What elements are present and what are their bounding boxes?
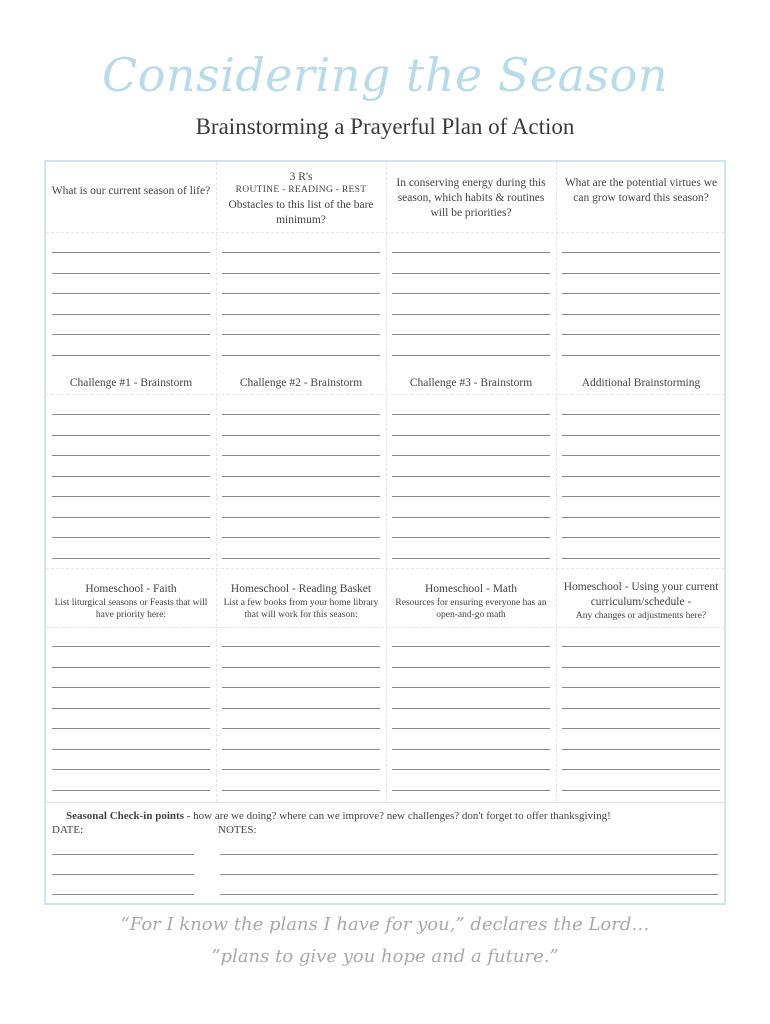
writing-line[interactable] (52, 314, 210, 315)
notes-label: NOTES: (218, 824, 257, 836)
writing-line[interactable] (52, 293, 210, 294)
writing-line[interactable] (392, 476, 550, 477)
writing-line[interactable] (562, 293, 720, 294)
challenge-3-header: Challenge #3 - Brainstorm (409, 377, 533, 389)
three-rs-header (216, 170, 386, 228)
writing-line[interactable] (52, 708, 210, 709)
writing-line[interactable] (222, 314, 380, 315)
writing-line[interactable] (392, 455, 550, 456)
writing-line[interactable] (392, 273, 550, 274)
writing-line[interactable] (52, 455, 210, 456)
writing-line[interactable] (52, 435, 210, 436)
curriculum-sub: Any changes or adjustments here? (575, 611, 707, 621)
writing-line[interactable] (52, 769, 210, 770)
writing-line[interactable] (222, 646, 380, 647)
writing-line[interactable] (52, 476, 210, 477)
notes-line[interactable] (220, 854, 718, 855)
reading-sub: List a few books from your home library that will work for this season: (223, 598, 379, 620)
writing-line[interactable] (392, 537, 550, 538)
writing-line[interactable] (562, 708, 720, 709)
writing-line[interactable] (222, 769, 380, 770)
writing-line[interactable] (562, 728, 720, 729)
date-line[interactable] (52, 894, 194, 895)
notes-line[interactable] (220, 874, 718, 875)
habits-question: In conserving energy during this season, which habits & routines will be priorities? (396, 177, 546, 219)
season-question: What is our current season of life? (51, 185, 211, 197)
writing-line[interactable] (562, 749, 720, 750)
row-divider (46, 232, 724, 233)
writing-line[interactable] (392, 749, 550, 750)
writing-line[interactable] (562, 476, 720, 477)
writing-line[interactable] (562, 646, 720, 647)
writing-line[interactable] (52, 749, 210, 750)
writing-line[interactable] (562, 355, 720, 356)
writing-line[interactable] (222, 355, 380, 356)
writing-line[interactable] (222, 496, 380, 497)
writing-line[interactable] (392, 435, 550, 436)
writing-line[interactable] (222, 414, 380, 415)
writing-line[interactable] (392, 314, 550, 315)
writing-line[interactable] (222, 790, 380, 791)
checkin-bold: Seasonal Check-in points (66, 810, 184, 822)
writing-line[interactable] (562, 558, 720, 559)
column-divider (386, 162, 387, 802)
checkin-rest: - how are we doing? where can we improve? new challenges? don't forget to offer thanksgiving! (183, 810, 611, 822)
writing-line[interactable] (222, 293, 380, 294)
writing-line[interactable] (222, 558, 380, 559)
writing-line[interactable] (392, 334, 550, 335)
page-title: Considering the Season (102, 48, 668, 102)
writing-line[interactable] (562, 455, 720, 456)
writing-line[interactable] (222, 476, 380, 477)
date-label: DATE: (52, 824, 84, 836)
writing-line[interactable] (52, 414, 210, 415)
writing-line[interactable] (392, 728, 550, 729)
writing-line[interactable] (392, 517, 550, 518)
writing-line[interactable] (52, 558, 210, 559)
writing-line[interactable] (222, 435, 380, 436)
writing-line[interactable] (392, 558, 550, 559)
quote-line-1: “For I know the plans I have for you,” declares the Lord… (120, 914, 650, 935)
writing-line[interactable] (392, 790, 550, 791)
row-divider (46, 627, 724, 628)
curriculum-title: Homeschool - Using your current curriculum/schedule - (563, 581, 719, 608)
writing-line[interactable] (392, 687, 550, 688)
writing-line[interactable] (222, 667, 380, 668)
writing-line[interactable] (392, 708, 550, 709)
writing-line[interactable] (562, 517, 720, 518)
writing-line[interactable] (52, 496, 210, 497)
obstacles-question: Obstacles to this list of the bare minimum? (228, 199, 374, 226)
row-divider (46, 802, 724, 803)
challenge-2-header: Challenge #2 - Brainstorm (239, 377, 363, 389)
checkin-prompt (66, 810, 716, 822)
writing-line[interactable] (562, 687, 720, 688)
writing-line[interactable] (392, 355, 550, 356)
column-divider (216, 162, 217, 802)
quote-line-2: ”plans to give you hope and a future.” (211, 946, 559, 967)
page-subtitle: Brainstorming a Prayerful Plan of Action (195, 114, 575, 139)
three-rs-caps: ROUTINE - READING - REST (235, 185, 367, 195)
row-divider (46, 568, 724, 569)
math-sub: Resources for ensuring everyone has an open-and-go math (395, 598, 547, 620)
writing-line[interactable] (392, 646, 550, 647)
writing-line[interactable] (222, 252, 380, 253)
faith-sub: List liturgical seasons or Feasts that will have priority here: (54, 598, 208, 620)
writing-line[interactable] (392, 252, 550, 253)
writing-line[interactable] (222, 517, 380, 518)
notes-line[interactable] (220, 894, 718, 895)
row-divider (46, 394, 724, 395)
writing-line[interactable] (222, 687, 380, 688)
writing-line[interactable] (562, 314, 720, 315)
writing-line[interactable] (562, 435, 720, 436)
additional-header: Additional Brainstorming (581, 377, 701, 389)
writing-line[interactable] (562, 496, 720, 497)
writing-line[interactable] (562, 790, 720, 791)
writing-line[interactable] (222, 708, 380, 709)
math-header (386, 582, 556, 621)
challenge-1-header: Challenge #1 - Brainstorm (69, 377, 193, 389)
writing-line[interactable] (562, 769, 720, 770)
writing-line[interactable] (52, 517, 210, 518)
writing-line[interactable] (52, 646, 210, 647)
writing-line[interactable] (222, 273, 380, 274)
writing-line[interactable] (52, 355, 210, 356)
writing-line[interactable] (562, 537, 720, 538)
three-rs-title: 3 R's (289, 171, 313, 183)
writing-line[interactable] (52, 687, 210, 688)
writing-line[interactable] (52, 334, 210, 335)
writing-line[interactable] (392, 769, 550, 770)
column-divider (556, 162, 557, 802)
writing-line[interactable] (392, 293, 550, 294)
math-title: Homeschool - Math (425, 583, 517, 595)
writing-line[interactable] (392, 496, 550, 497)
writing-line[interactable] (562, 667, 720, 668)
writing-line[interactable] (222, 749, 380, 750)
writing-line[interactable] (52, 537, 210, 538)
date-line[interactable] (52, 854, 194, 855)
writing-line[interactable] (222, 537, 380, 538)
writing-line[interactable] (222, 728, 380, 729)
faith-header (46, 582, 216, 621)
writing-line[interactable] (222, 334, 380, 335)
writing-line[interactable] (392, 414, 550, 415)
writing-line[interactable] (52, 273, 210, 274)
writing-line[interactable] (562, 334, 720, 335)
curriculum-header (556, 580, 726, 622)
writing-line[interactable] (52, 728, 210, 729)
writing-line[interactable] (52, 790, 210, 791)
writing-line[interactable] (52, 252, 210, 253)
writing-line[interactable] (52, 667, 210, 668)
worksheet-frame (44, 160, 726, 905)
virtues-question: What are the potential virtues we can grow toward this season? (564, 177, 718, 204)
reading-title: Homeschool - Reading Basket (230, 583, 372, 595)
reading-header (216, 582, 386, 621)
writing-line[interactable] (222, 455, 380, 456)
writing-line[interactable] (562, 273, 720, 274)
writing-line[interactable] (392, 667, 550, 668)
writing-line[interactable] (562, 414, 720, 415)
faith-title: Homeschool - Faith (85, 583, 177, 595)
writing-line[interactable] (562, 252, 720, 253)
date-line[interactable] (52, 874, 194, 875)
